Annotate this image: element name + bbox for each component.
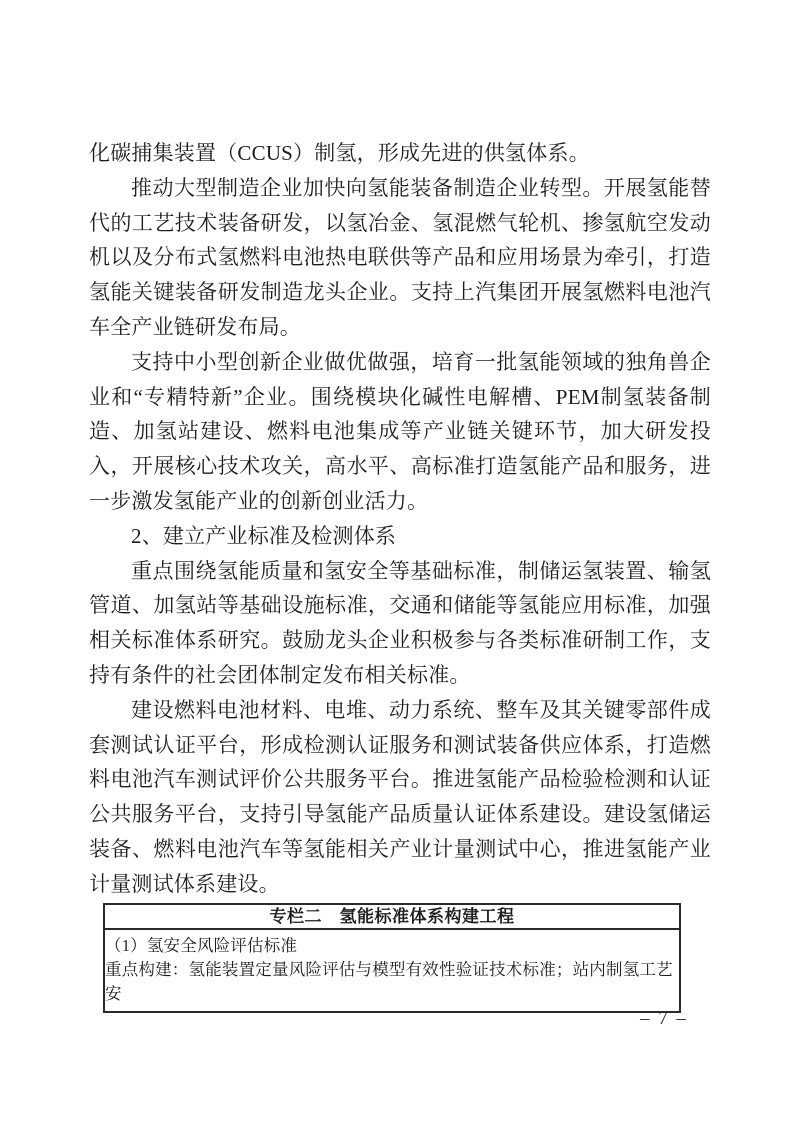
page-number: – 7 – — [640, 1008, 688, 1029]
body-text-block — [89, 136, 711, 1013]
column-box-title: 专栏二 氢能标准体系构建工程 — [105, 905, 679, 930]
paragraph-manufacturing-transform: 推动大型制造企业加快向氢能装备制造企业转型。开展氢能替代的工艺技术装备研发，以氢冶金、氢混燃气轮机、掺氢航空发动机以及分布式氢燃料电池热电联供等产品和应用场景为牵引，打造氢能关键装备研发制造龙头企业。支持上汽集团开展氢燃料电池汽车全产业链研发布局。 — [89, 175, 711, 339]
column-box-hydrogen-standards — [103, 903, 681, 1013]
column-box-item-1-detail: 重点构建：氢能装置定量风险评估与模型有效性验证技术标准；站内制氢工艺安 — [105, 959, 673, 1003]
paragraph-testing-platform: 建设燃料电池材料、电堆、动力系统、整车及其关键零部件成套测试认证平台，形成检测认证服务和测试装备供应体系，打造燃料电池汽车测试评价公共服务平台。推进氢能产品检验检测和认证公共服务平台，支持引导氢能产品质量认证体系建设。建设氢储运装备、燃料电池汽车等氢能相关产业计量测试中心，推进氢能产业计量测试体系建设。 — [89, 697, 711, 896]
paragraph-standards-system: 重点围绕氢能质量和氢安全等基础标准，制储运氢装置、输氢管道、加氢站等基础设施标准，交通和储能等氢能应用标准，加强相关标准体系研究。鼓励龙头企业积极参与各类标准研制工作，支持有条件的社会团体制定发布相关标准。 — [89, 558, 711, 687]
column-box-item-1: （1）氢安全风险评估标准 — [105, 935, 298, 955]
column-box-body — [105, 930, 679, 1011]
paragraph-sme-innovation: 支持中小型创新企业做优做强，培育一批氢能领域的独角兽企业和“专精特新”企业。围绕模块化碱性电解槽、PEM制氢装备制造、加氢站建设、燃料电池集成等产业链关键环节，加大研发投入，开展核心技术攻关，高水平、高标准打造氢能产品和服务，进一步激发氢能产业的创新创业活力。 — [89, 349, 711, 513]
section-heading-standards: 2、建立产业标准及检测体系 — [131, 523, 397, 548]
paragraph-ccus-continuation: 化碳捕集装置（CCUS）制氢，形成先进的供氢体系。 — [89, 141, 590, 165]
